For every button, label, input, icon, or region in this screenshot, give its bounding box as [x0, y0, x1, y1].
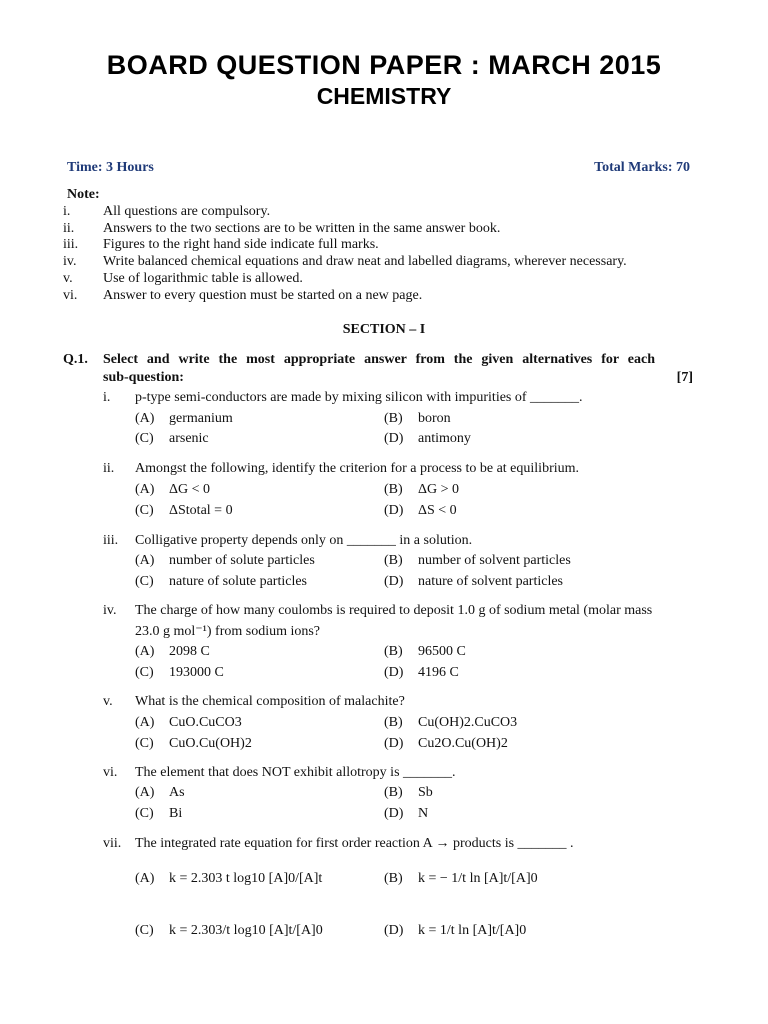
option-text: nature of solute particles	[169, 574, 308, 589]
option-text: N	[418, 806, 429, 821]
note-text: All questions are compulsory.	[103, 204, 271, 219]
question-number: Q.1.	[63, 352, 88, 367]
option-text: 96500 C	[418, 644, 466, 659]
note-text: Use of logarithmic table is allowed.	[103, 271, 303, 286]
total-marks-label: Total Marks: 70	[594, 160, 690, 175]
option-label: (B)	[384, 644, 403, 659]
subquestion-text: p-type semi-conductors are made by mixing silicon with impurities of _______.	[135, 390, 583, 405]
subquestion-text: The element that does NOT exhibit allotropy is _______.	[135, 765, 456, 780]
note-number: iv.	[63, 254, 77, 269]
question-instruction-cont: sub-question:	[103, 370, 184, 385]
option-text: k = 1/t ln [A]t/[A]0	[418, 923, 527, 938]
option-label: (A)	[135, 644, 155, 659]
option-text: antimony	[418, 431, 471, 446]
subquestion-number: v.	[103, 694, 113, 709]
option-text: arsenic	[169, 431, 209, 446]
option-label: (D)	[384, 806, 404, 821]
option-b	[384, 644, 466, 660]
option-label: (A)	[135, 871, 155, 886]
option-text: number of solute particles	[169, 553, 315, 568]
option-d	[384, 665, 459, 681]
subquestion-number: i.	[103, 390, 111, 405]
option-d	[384, 806, 428, 822]
option-c	[135, 806, 182, 822]
option-label: (A)	[135, 785, 155, 800]
option-text: As	[169, 785, 185, 800]
subquestion-number: vi.	[103, 765, 118, 780]
option-text: nature of solvent particles	[418, 574, 564, 589]
note-number: vi.	[63, 288, 78, 303]
option-d	[384, 431, 471, 447]
option-label: (C)	[135, 923, 154, 938]
subquestion-text: Colligative property depends only on _______ in a solution.	[135, 533, 473, 548]
option-d	[384, 574, 563, 590]
option-text: k = − 1/t ln [A]t/[A]0	[418, 871, 538, 886]
note-text: Write balanced chemical equations and draw neat and labelled diagrams, wherever necessary.	[103, 254, 627, 269]
option-label: (C)	[135, 574, 154, 589]
option-b	[384, 553, 571, 569]
option-text: Cu2O.Cu(OH)2	[418, 736, 508, 751]
option-b	[384, 871, 538, 887]
option-a	[135, 411, 233, 427]
option-c	[135, 736, 252, 752]
option-label: (A)	[135, 411, 155, 426]
option-label: (B)	[384, 871, 403, 886]
subquestion-text: Amongst the following, identify the criterion for a process to be at equilibrium.	[135, 461, 580, 476]
option-label: (D)	[384, 736, 404, 751]
option-label: (D)	[384, 923, 404, 938]
option-label: (C)	[135, 431, 154, 446]
note-text: Answer to every question must be started on a new page.	[103, 288, 423, 303]
subject-title: CHEMISTRY	[316, 83, 452, 109]
option-text: boron	[418, 411, 451, 426]
option-label: (C)	[135, 503, 154, 518]
option-d	[384, 923, 526, 939]
subquestion-number: iii.	[103, 533, 119, 548]
option-c	[135, 665, 224, 681]
option-text: k = 2.303/t log10 [A]t/[A]0	[169, 923, 323, 938]
option-d	[384, 736, 508, 752]
option-text: 193000 C	[169, 665, 224, 680]
option-label: (D)	[384, 431, 404, 446]
note-number: ii.	[63, 221, 75, 236]
option-c	[135, 431, 209, 447]
option-label: (C)	[135, 806, 154, 821]
note-number: v.	[63, 271, 73, 286]
subquestion-text: The charge of how many coulombs is required to deposit 1.0 g of sodium metal (molar mass	[135, 603, 653, 618]
option-label: (A)	[135, 715, 155, 730]
option-b	[384, 785, 433, 801]
option-label: (D)	[384, 574, 404, 589]
option-text: ΔG < 0	[169, 482, 211, 497]
note-text: Figures to the right hand side indicate full marks.	[103, 237, 379, 252]
option-text: ΔG > 0	[418, 482, 460, 497]
option-c	[135, 503, 233, 519]
note-number: i.	[63, 204, 71, 219]
option-label: (D)	[384, 665, 404, 680]
option-a	[135, 553, 315, 569]
option-text: CuO.Cu(OH)2	[169, 736, 252, 751]
paper-title: BOARD QUESTION PAPER : MARCH 2015	[106, 50, 662, 80]
note-heading: Note:	[67, 187, 100, 202]
option-text: number of solvent particles	[418, 553, 571, 568]
option-label: (D)	[384, 503, 404, 518]
option-text: 2098 C	[169, 644, 210, 659]
subquestion-number: vii.	[103, 836, 122, 851]
question-marks: [7]	[676, 370, 693, 385]
option-d	[384, 503, 457, 519]
subquestion-text-cont: 23.0 g mol⁻¹) from sodium ions?	[135, 624, 321, 639]
option-label: (B)	[384, 715, 403, 730]
subquestion-number: ii.	[103, 461, 115, 476]
option-text: Cu(OH)2.CuCO3	[418, 715, 518, 730]
option-b	[384, 715, 517, 731]
option-a	[135, 785, 185, 801]
option-a	[135, 715, 242, 731]
question-instruction: Select and write the most appropriate answer from the given alternatives for each	[103, 352, 655, 367]
option-text: ΔS < 0	[418, 503, 457, 518]
option-a	[135, 482, 210, 498]
option-text: Bi	[169, 806, 183, 821]
option-a	[135, 871, 322, 887]
subquestion-number: iv.	[103, 603, 117, 618]
option-label: (B)	[384, 411, 403, 426]
time-label: Time: 3 Hours	[67, 160, 154, 175]
option-c	[135, 923, 323, 939]
option-text: germanium	[169, 411, 233, 426]
option-label: (C)	[135, 736, 154, 751]
option-label: (A)	[135, 482, 155, 497]
option-c	[135, 574, 307, 590]
note-number: iii.	[63, 237, 79, 252]
subquestion-text: The integrated rate equation for first order reaction A → products is _______ .	[135, 836, 574, 851]
option-label: (A)	[135, 553, 155, 568]
option-text: Sb	[418, 785, 433, 800]
option-label: (C)	[135, 665, 154, 680]
option-a	[135, 644, 210, 660]
option-text: 4196 C	[418, 665, 459, 680]
option-label: (B)	[384, 482, 403, 497]
option-text: ΔStotal = 0	[169, 503, 233, 518]
option-label: (B)	[384, 785, 403, 800]
option-b	[384, 411, 451, 427]
subquestion-text: What is the chemical composition of malachite?	[135, 694, 405, 709]
option-text: k = 2.303 t log10 [A]0/[A]t	[169, 871, 323, 886]
section-heading: SECTION – I	[342, 322, 426, 337]
option-b	[384, 482, 459, 498]
option-label: (B)	[384, 553, 403, 568]
option-text: CuO.CuCO3	[169, 715, 242, 730]
note-text: Answers to the two sections are to be written in the same answer book.	[103, 221, 501, 236]
